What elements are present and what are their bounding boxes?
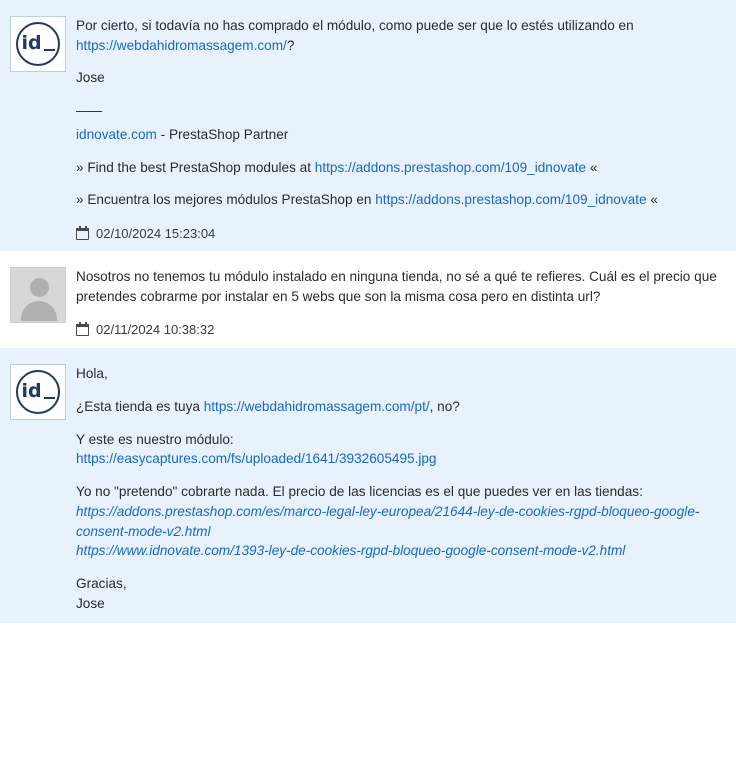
message-body [76,362,736,613]
message-text: « [586,159,598,175]
message-link[interactable]: idnovate.com [76,126,157,142]
message-link[interactable]: https://www.idnovate.com/1393-ley-de-cookies-rgpd-bloqueo-google-consent-mode-v2.html [76,543,626,559]
silhouette-body [21,301,57,321]
avatar-column [0,362,76,420]
idnovate-logo-icon [16,370,60,414]
logo-underscore [44,49,55,51]
message-text: Jose [76,595,105,611]
message-text: , no? [429,399,460,415]
signature-divider: —— [76,103,102,119]
message-timestamp [76,226,720,241]
message-paragraph: Nosotros no tenemos tu módulo instalado en ninguna tienda, no sé a qué te refieres. Cuál es el precio que pretendes cobrarme por instalar en 5 webs que son la misma cosa pero en distinta url? [76,268,717,304]
message-paragraph [76,482,720,561]
silhouette-head [30,278,49,297]
message-link[interactable]: https://webdahidromassagem.com/ [76,37,287,53]
message-body [76,265,736,337]
message-link[interactable]: https://addons.prestashop.com/109_idnovate [375,192,647,208]
message-link[interactable]: https://easycaptures.com/fs/uploaded/1641/3932605495.jpg [76,451,437,467]
message-text: Y este es nuestro módulo: [76,431,234,447]
message-text: » Encuentra los mejores módulos PrestaShop en [76,192,376,208]
message-text: Por cierto, si todavía no has comprado el módulo, como puede ser que lo estés utilizando en [76,18,634,33]
timestamp-text: 02/10/2024 15:23:04 [96,225,216,241]
message-msg-2 [0,251,736,347]
message-body [76,14,736,241]
message-paragraph [76,16,720,55]
message-msg-3 [0,347,736,623]
logo-text: id [21,31,42,54]
message-link[interactable]: https://addons.prestashop.com/109_idnovate [314,159,587,175]
user-silhouette-icon [11,267,65,323]
message-paragraph [76,158,720,178]
message-paragraph [76,125,720,145]
avatar-column [0,14,76,72]
calendar-icon [76,227,89,240]
avatar-column [0,265,76,323]
message-paragraph: Jose [76,70,105,86]
message-paragraph [76,574,720,613]
logo-text: id [21,379,42,402]
avatar-guest [10,267,66,323]
avatar-idnovate [10,16,66,72]
message-text: Yo no "pretendo" cobrarte nada. El precio de las licencias es el que puedes ver en las tiendas: [76,484,643,500]
message-link[interactable]: https://webdahidromassagem.com/pt/ [203,399,430,415]
idnovate-logo-icon [16,22,60,66]
timestamp-text: 02/11/2024 10:38:32 [96,322,215,338]
message-text: ¿Esta tienda es tuya [76,399,204,415]
message-paragraph [76,430,720,469]
message-paragraph [76,397,720,417]
avatar-idnovate [10,364,66,420]
message-text: » Find the best PrestaShop modules at [76,159,315,175]
calendar-icon [76,323,89,336]
message-link[interactable]: https://addons.prestashop.com/es/marco-legal-ley-europea/21644-ley-de-cookies-rgpd-bloqueo-google-consent-mode-v2.html [76,503,700,539]
message-text: Gracias, [76,575,127,591]
message-text: « [646,192,658,208]
message-text: ? [286,37,295,53]
logo-underscore [44,397,55,399]
message-text: - PrestaShop Partner [156,126,289,142]
message-timestamp [76,322,720,337]
message-paragraph: Hola, [76,366,108,382]
message-msg-1 [0,0,736,251]
message-paragraph [76,190,720,210]
